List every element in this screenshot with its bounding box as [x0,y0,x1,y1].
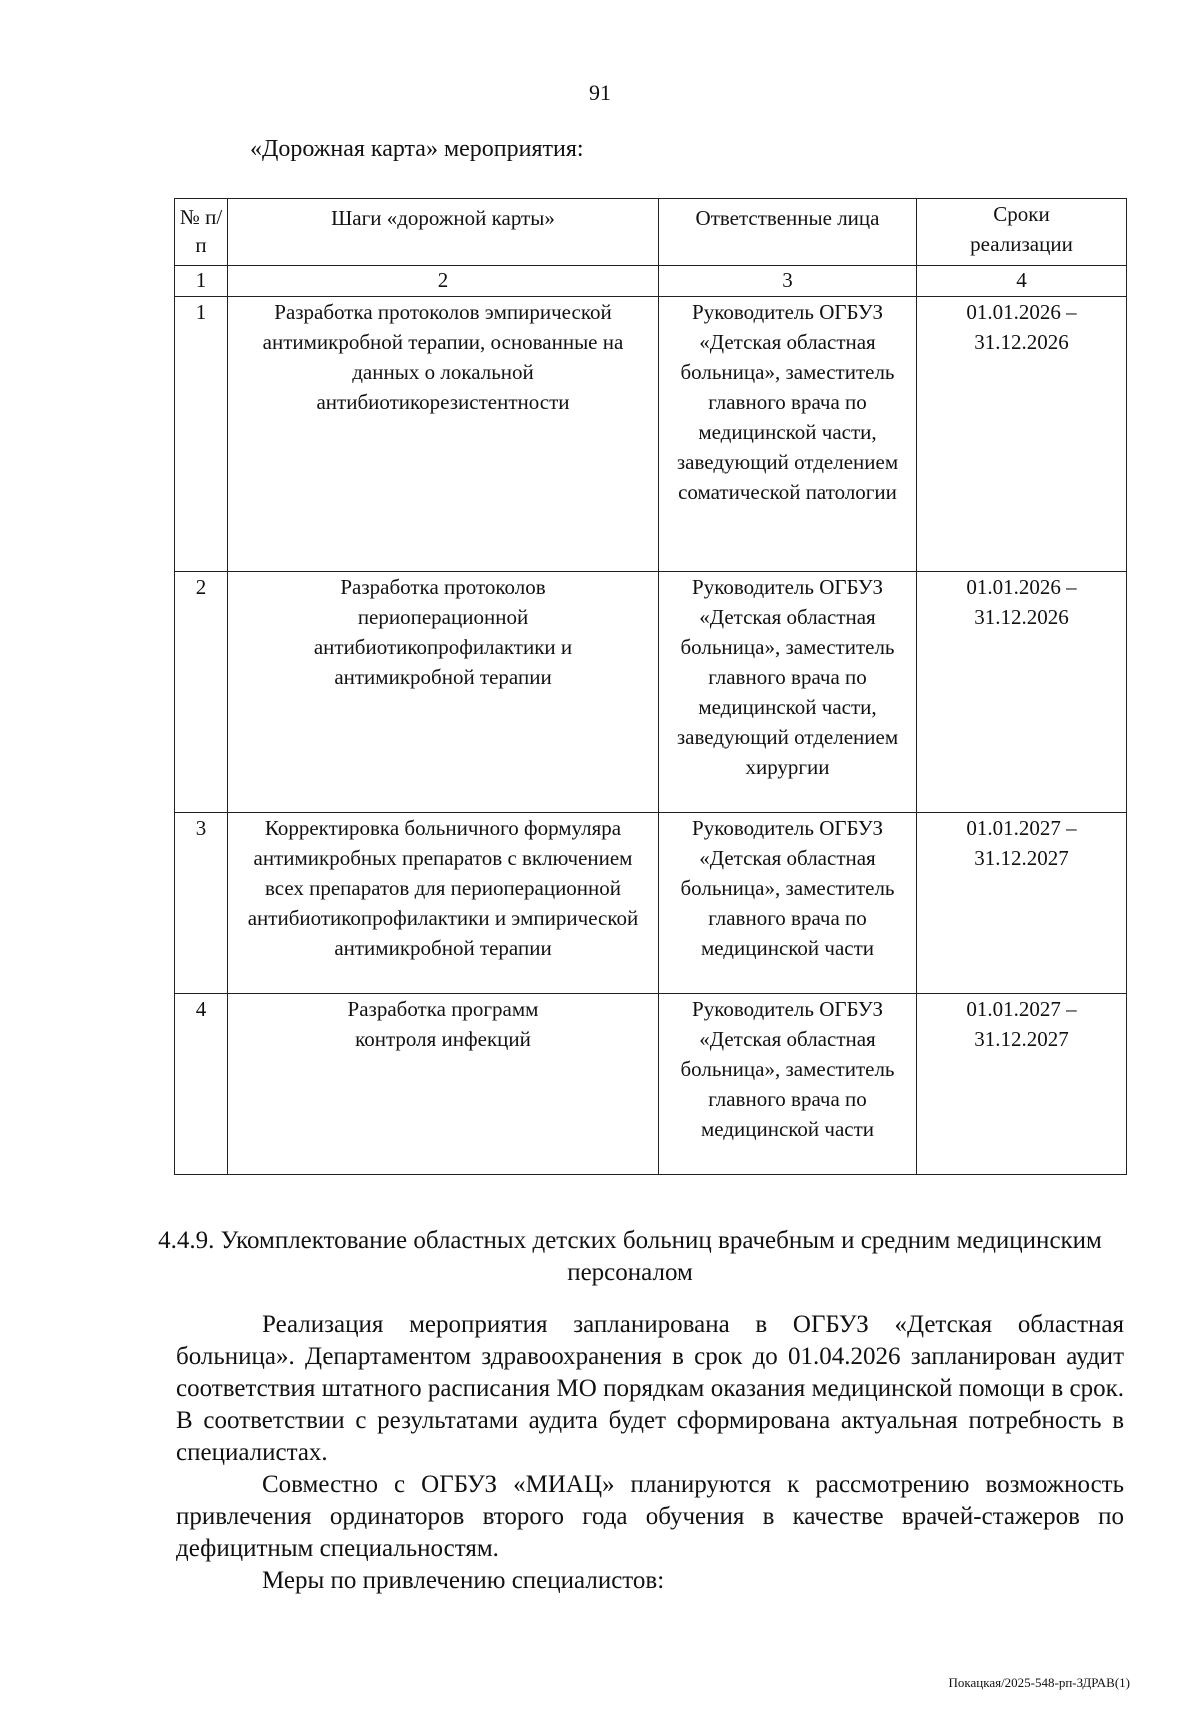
table-caption: «Дорожная карта» мероприятия: [250,136,584,162]
header-responsible: Ответственные лица [659,199,917,266]
row-number: 2 [175,572,228,813]
column-index: 3 [659,266,917,297]
row-step: Разработка программ контроля инфекций [228,994,659,1175]
table-row [175,572,1127,813]
column-index: 4 [917,266,1127,297]
row-number: 1 [175,297,228,572]
roadmap-table [174,198,1127,1175]
paragraph: Меры по привлечению специалистов: [262,1567,665,1594]
row-step: Корректировка больничного формуляра антимикробных препаратов с включением всех препаратов для периоперационной антибиотикопрофилактики и эмпирической антимикробной терапии [228,813,659,994]
document-code: Покацкая/2025-548-рп-ЗДРАВ(1) [948,1675,1130,1690]
row-period: 01.01.2027 – 31.12.2027 [917,994,1127,1175]
table-header-row [175,199,1127,266]
row-number: 4 [175,994,228,1175]
row-step: Разработка протоколов периоперационной антибиотикопрофилактики и антимикробной терапии [228,572,659,813]
row-period: 01.01.2026 – 31.12.2026 [917,297,1127,572]
row-step: Разработка протоколов эмпирической антимикробной терапии, основанные на данных о локальной антибиотикорезистентности [228,297,659,572]
row-responsible: Руководитель ОГБУЗ «Детская областная больница», заместитель главного врача по медицинской части, заведующий отделением соматической патологии [659,297,917,572]
header-period: Сроки реализации [917,199,1127,266]
row-responsible: Руководитель ОГБУЗ «Детская областная больница», заместитель главного врача по медицинской части [659,813,917,994]
paragraph: Реализация мероприятия запланирована в ОГБУЗ «Детская областная больница». Департаментом здравоохранения в срок до 01.04.2026 запланирован аудит соответствия штатного расписания МО порядкам оказания медицинской помощи в срок. В соответствии с результатами аудита будет сформирована актуальная потребность в специалистах. [176,1311,1124,1466]
table-index-row [175,266,1127,297]
row-responsible: Руководитель ОГБУЗ «Детская областная больница», заместитель главного врача по медицинской части, заведующий отделением хирургии [659,572,917,813]
header-number: № п/п [175,199,228,266]
table-row [175,813,1127,994]
row-responsible: Руководитель ОГБУЗ «Детская областная больница», заместитель главного врача по медицинской части [659,994,917,1175]
column-index: 1 [175,266,228,297]
paragraph: Совместно с ОГБУЗ «МИАЦ» планируются к рассмотрению возможность привлечения ординаторов второго года обучения в качестве врачей-стажеров по дефицитным специальностям. [176,1471,1124,1562]
section-heading: 4.4.9. Укомплектование областных детских больниц врачебным и средним медицинским персоналом [158,1227,1102,1286]
row-period: 01.01.2027 – 31.12.2027 [917,813,1127,994]
row-number: 3 [175,813,228,994]
header-step: Шаги «дорожной карты» [228,199,659,266]
row-period: 01.01.2026 – 31.12.2026 [917,572,1127,813]
page-number: 91 [589,80,611,105]
table-row [175,297,1127,572]
table-row [175,994,1127,1175]
column-index: 2 [228,266,659,297]
